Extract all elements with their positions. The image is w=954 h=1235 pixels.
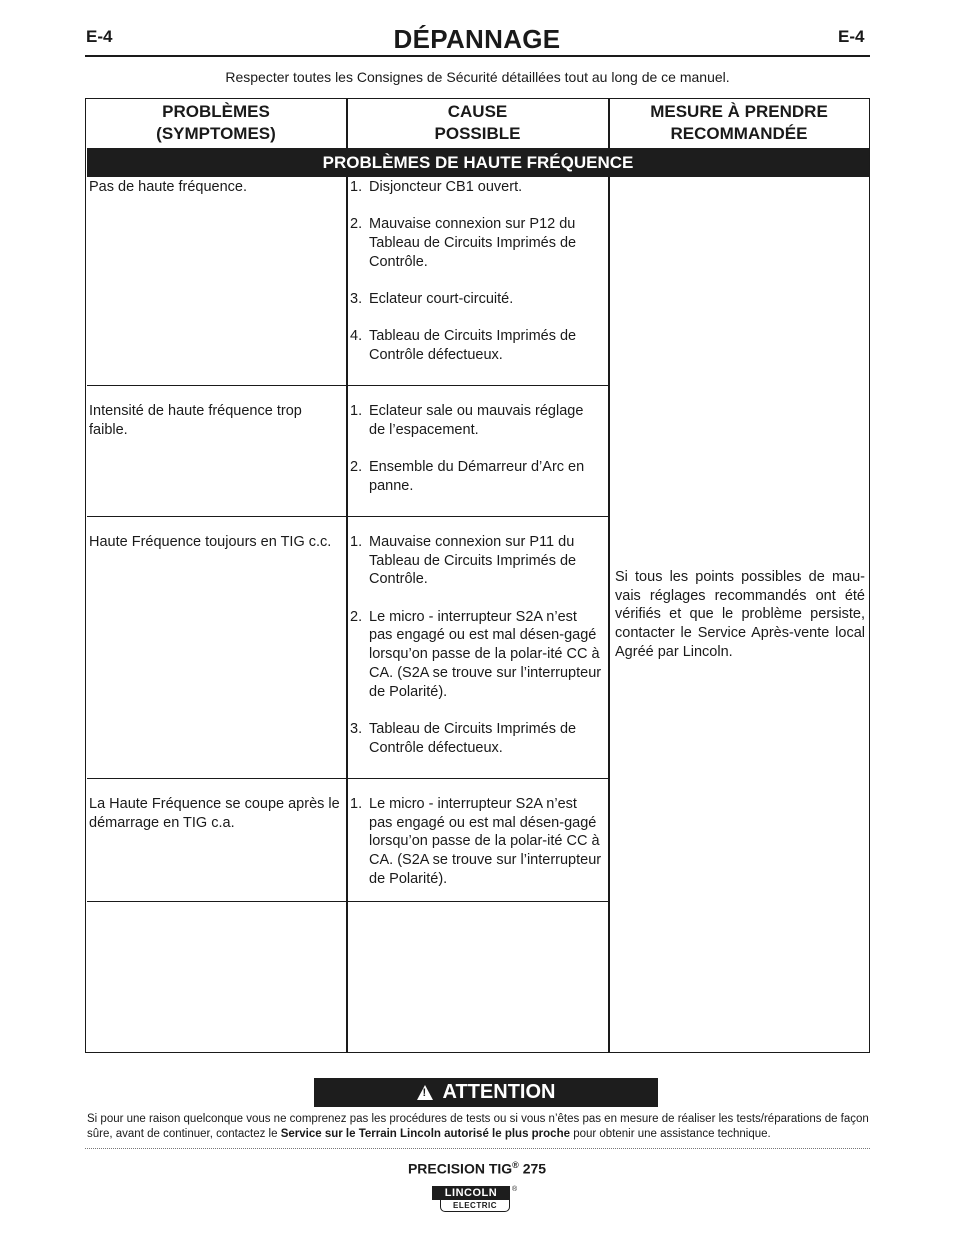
cause-number: 1. [350,179,363,195]
column-divider [608,98,610,1053]
cause-number: 1. [350,403,363,419]
header-action-line1: MESURE À PRENDRE [650,102,828,121]
cause-number: 1. [350,796,363,812]
cause-number: 2. [350,459,363,475]
cause-item [350,327,602,364]
cause-text: Eclateur sale ou mauvais réglage de l’espacement. [369,403,584,438]
registered-mark: ® [512,1160,519,1170]
page-title: DÉPANNAGE [393,24,561,54]
cause-list [350,402,602,514]
cause-list [350,795,602,907]
header-problems-line2: (SYMPTOMES) [156,124,276,143]
cause-number: 4. [350,328,363,345]
page-code-left: E-4 [86,27,113,46]
problem-cell: Haute Fréquence toujours en TIG c.c. [89,534,332,550]
cause-text: Tableau de Circuits Imprimés de Contrôle défectueux. [369,720,577,756]
page-code-right: E-4 [838,27,865,46]
cause-text: Le micro - interrupteur S2A n’est pas engagé ou est mal désen-gagé lorsqu’on passe de la polar-ité CC à CA. (S2A se trouve sur l’interrupteur de Polarité). [369,608,602,700]
cause-text: Le micro - interrupteur S2A n’est pas engagé ou est mal désen-gagé lorsqu’on passe de la polar-ité CC à CA. (S2A se trouve sur l’interrupteur de Polarité). [369,796,602,887]
lincoln-electric-logo [432,1186,518,1214]
cause-item [350,720,602,757]
attention-text-part: pour obtenir une assistance technique. [570,1127,771,1140]
cause-item [350,795,602,889]
header-rule [85,55,870,57]
cause-item [350,290,602,309]
model-name-text: PRECISION TIG [407,1160,513,1177]
cause-text: Tableau de Circuits Imprimés de Contrôle défectueux. [369,328,577,363]
model-number: 275 [522,1160,547,1177]
attention-text [87,1112,870,1141]
safety-note: Respecter toutes les Consignes de Sécurité détaillées tout au long de ce manuel. [225,69,730,85]
cause-text: Eclateur court-circuité. [369,291,514,307]
attention-text-bold: Service sur le Terrain Lincoln autorisé le plus proche [280,1127,570,1140]
cause-item [350,178,602,197]
attention-label: ATTENTION [442,1081,556,1103]
cause-number: 3. [350,291,363,307]
logo-bottom-text: ELECTRIC [440,1200,510,1212]
cause-number: 2. [350,216,363,233]
cause-item [350,533,602,589]
cause-item [350,458,602,495]
section-title-bar: PROBLÈMES DE HAUTE FRÉQUENCE [87,148,869,177]
cause-list [350,178,602,383]
attention-text-part: Si pour une raison quelconque vous ne comprenez pas les procédures de tests ou si vous n’êtes pas en mesure de réaliser les tests/réparations de façon sûre, avant de continuer, contactez le [87,1113,869,1140]
cause-number: 2. [350,608,363,625]
cause-text: Mauvaise connexion sur P11 du Tableau de Circuits Imprimés de Contrôle. [369,534,577,588]
model-name [0,1160,954,1177]
cause-text: Disjoncteur CB1 ouvert. [369,179,523,195]
cause-list [350,533,602,776]
row-divider [87,516,608,517]
header-cause [348,98,607,148]
header-cause-line2: POSSIBLE [434,124,521,143]
cause-text: Mauvaise connexion sur P12 du Tableau de Circuits Imprimés de Contrôle. [369,216,577,270]
problem-cell: La Haute Fréquence se coupe après le démarrage en TIG c.a. [89,796,340,831]
logo-registered-mark: ® [512,1186,518,1193]
remedy-cell: Si tous les points possibles de mau-vais réglages recommandés ont été vérifiés et que le problème persiste, contacter le Service Après-vente local Agréé par Lincoln. [615,569,865,660]
header-action [610,98,868,148]
cause-item [350,402,602,439]
attention-banner [314,1078,658,1107]
logo-top-text: LINCOLN [432,1186,510,1200]
header-problems-line1: PROBLÈMES [162,102,270,121]
column-divider [346,98,348,1053]
row-divider [87,778,608,779]
row-divider [87,385,608,386]
cause-item [350,608,602,702]
cause-number: 3. [350,720,363,737]
cause-item [350,215,602,271]
problem-cell: Intensité de haute fréquence trop faible. [89,403,302,438]
header-action-line2: RECOMMANDÉE [670,124,808,143]
footer-divider [85,1148,870,1149]
cause-number: 1. [350,534,363,550]
header-problems [87,98,345,148]
cause-text: Ensemble du Démarreur d’Arc en panne. [369,459,585,494]
problem-cell: Pas de haute fréquence. [89,179,248,195]
warning-triangle-icon: ! [417,1085,433,1100]
header-cause-line1: CAUSE [447,102,508,121]
